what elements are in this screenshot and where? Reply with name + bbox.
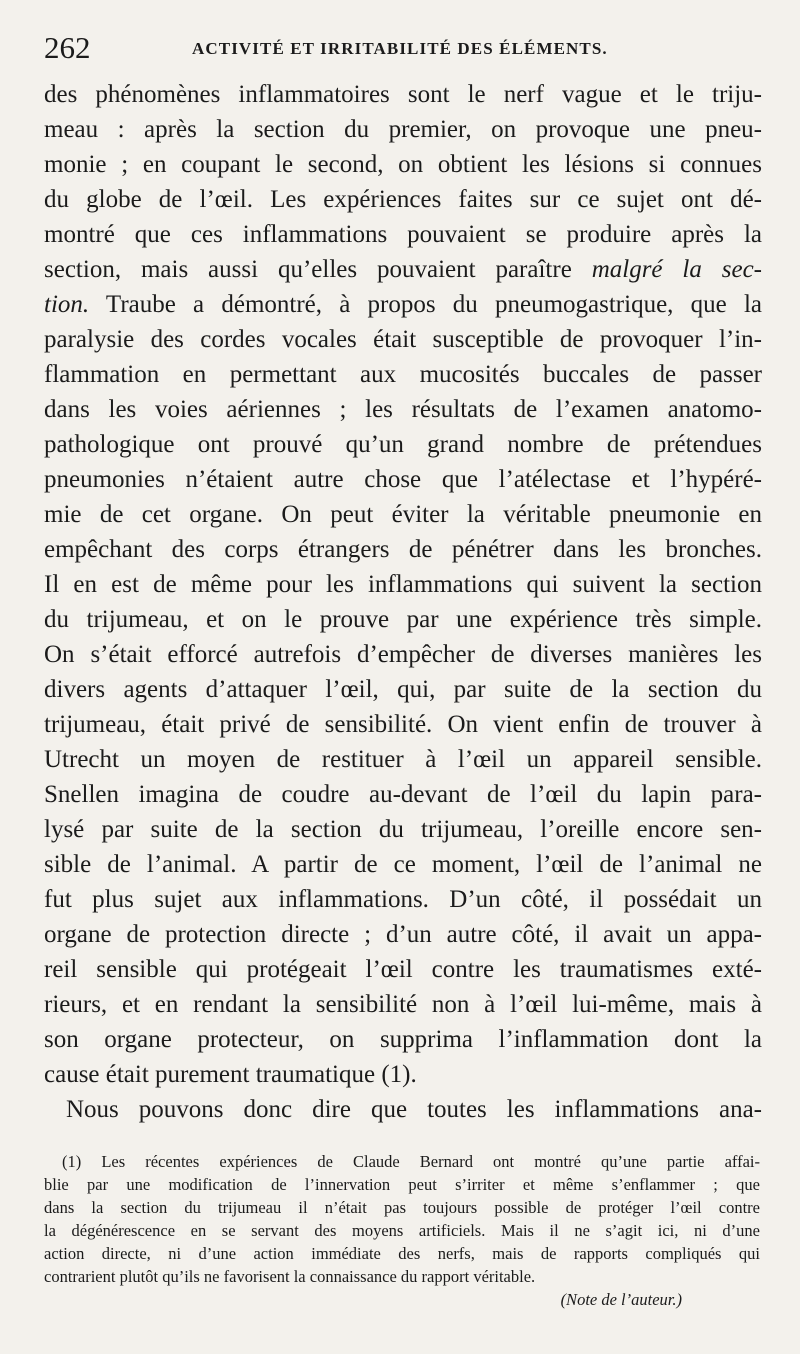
text-line: On s’était efforcé autrefois d’empêcher de diverses manières les <box>44 641 762 668</box>
text-line: cause était purement traumatique (1). <box>44 1061 417 1088</box>
text-line: du globe de l’œil. Les expériences faites sur ce sujet ont dé- <box>44 186 762 213</box>
text-line: flammation en permettant aux mucosités buccales de passer <box>44 361 762 388</box>
italic-phrase: tion. <box>44 291 90 318</box>
author-note: (Note de l’auteur.) <box>560 1290 682 1309</box>
text-line: Il en est de même pour les inflammations qui suivent la section <box>44 571 762 598</box>
running-title: ACTIVITÉ ET IRRITABILITÉ DES ÉLÉMENTS. <box>192 39 608 58</box>
footnote-line: la dégénérescence en se servant des moyens artificiels. Mais il ne s’agit ici, ni d’une <box>44 1221 760 1240</box>
text-line: Snellen imagina de coudre au-devant de l’œil du lapin para- <box>44 781 762 808</box>
page-number: 262 <box>44 30 91 65</box>
text-line: montré que ces inflammations pouvaient se produire après la <box>44 221 762 248</box>
text-fragment: Traube a démontré, à propos du pneumogastrique, que la <box>105 291 762 318</box>
text-line: reil sensible qui protégeait l’œil contre les traumatismes exté- <box>44 956 762 983</box>
footnote-line: dans la section du trijumeau il n’était pas toujours possible de protéger l’œil contre <box>44 1198 760 1217</box>
text-line <box>44 290 762 320</box>
text-line: paralysie des cordes vocales était susceptible de provoquer l’in- <box>44 326 762 353</box>
text-line: fut plus sujet aux inflammations. D’un côté, il possédait un <box>44 886 762 913</box>
text-line: divers agents d’attaquer l’œil, qui, par suite de la section du <box>44 676 762 703</box>
footnote-line: blie par une modification de l’innervation peut s’irriter et même s’enflammer ; que <box>44 1175 760 1194</box>
text-line: meau : après la section du premier, on provoque une pneu- <box>44 116 762 143</box>
text-line: sible de l’animal. A partir de ce moment, l’œil de l’animal ne <box>44 851 762 878</box>
text-line: monie ; en coupant le second, on obtient les lésions si connues <box>44 151 762 178</box>
text-line: rieurs, et en rendant la sensibilité non à l’œil lui-même, mais à <box>44 991 762 1018</box>
text-fragment: section, mais aussi qu’elles pouvaient paraître <box>44 256 572 283</box>
text-line: pathologique ont prouvé qu’un grand nombre de prétendues <box>44 431 762 458</box>
text-line: son organe protecteur, on supprima l’inflammation dont la <box>44 1026 762 1053</box>
text-line: Utrecht un moyen de restituer à l’œil un appareil sensible. <box>44 746 762 773</box>
text-line: mie de cet organe. On peut éviter la véritable pneumonie en <box>44 501 762 528</box>
text-line: lysé par suite de la section du trijumeau, l’oreille encore sen- <box>44 816 762 843</box>
text-line: des phénomènes inflammatoires sont le nerf vague et le triju- <box>44 81 762 108</box>
text-line: Nous pouvons donc dire que toutes les inflammations ana- <box>66 1096 762 1123</box>
footnote-line: contrarient plutôt qu’ils ne favorisent la connaissance du rapport véritable. <box>44 1267 536 1286</box>
text-line: pneumonies n’étaient autre chose que l’atélectase et l’hypéré- <box>44 466 762 493</box>
footnote-line: action directe, ni d’une action immédiate des nerfs, mais de rapports compliqués qui <box>44 1244 760 1263</box>
page-header <box>44 28 760 68</box>
footnote-line: (1) Les récentes expériences de Claude Bernard ont montré qu’une partie affai- <box>62 1152 760 1171</box>
text-line: trijumeau, était privé de sensibilité. On vient enfin de trouver à <box>44 711 762 738</box>
italic-phrase: malgré la sec- <box>591 256 762 283</box>
text-line <box>44 255 762 285</box>
text-line: organe de protection directe ; d’un autre côté, il avait un appa- <box>44 921 762 948</box>
text-line: dans les voies aériennes ; les résultats de l’examen anatomo- <box>44 396 762 423</box>
text-line: empêchant des corps étrangers de pénétrer dans les bronches. <box>44 536 762 563</box>
text-line: du trijumeau, et on le prouve par une expérience très simple. <box>44 606 762 633</box>
